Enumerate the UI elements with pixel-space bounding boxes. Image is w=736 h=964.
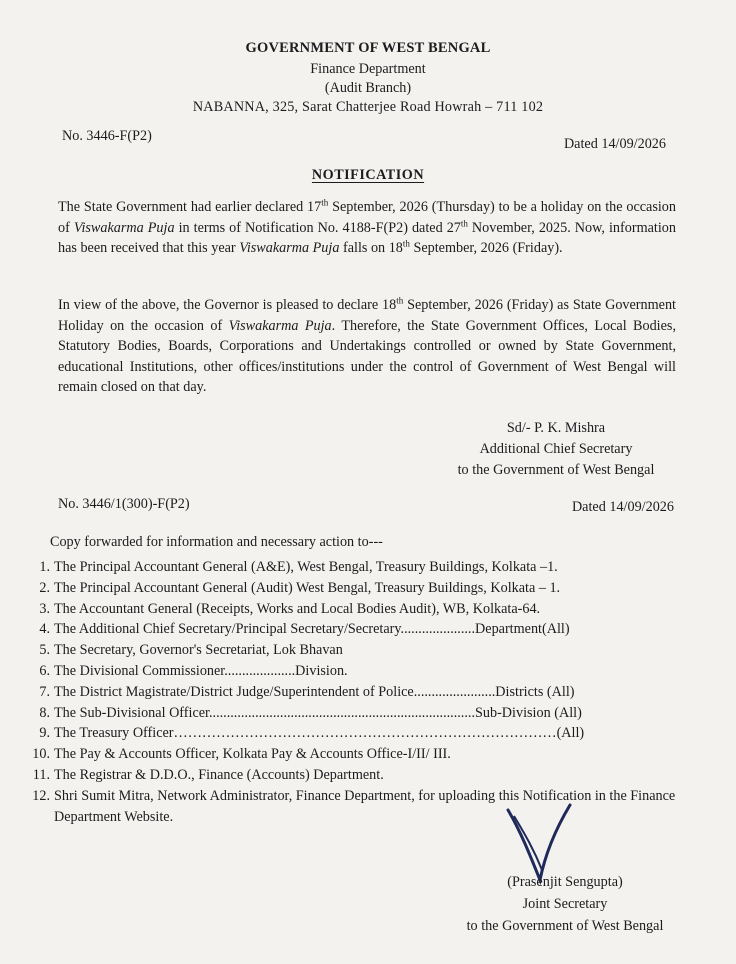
copy-number: No. 3446/1(300)-F(P2) bbox=[58, 496, 190, 512]
list-item: 3. The Accountant General (Receipts, Works and Local Bodies Audit), WB, Kolkata-64. bbox=[39, 600, 541, 617]
list-item: 2. The Principal Accountant General (Audit) West Bengal, Treasury Buildings, Kolkata – 1. bbox=[39, 579, 561, 596]
office-address: NABANNA, 325, Sarat Chatterjee Road Howrah – 711 102 bbox=[192, 99, 544, 115]
list-item: 6. The Divisional Commissioner....................Division. bbox=[39, 662, 348, 679]
list-item: 10. The Pay & Accounts Officer, Kolkata Pay & Accounts Office-I/II/ III. bbox=[32, 746, 451, 763]
distribution-list bbox=[22, 557, 682, 827]
signatory-designation: Additional Chief Secretary bbox=[479, 441, 633, 457]
list-item: 9. The Treasury Officer………………………………………………………………………(All) bbox=[39, 725, 585, 742]
department-name: Finance Department bbox=[310, 61, 426, 77]
signature-block-1 bbox=[436, 418, 676, 481]
list-item: 5. The Secretary, Governor's Secretariat, Lok Bhavan bbox=[39, 642, 343, 659]
copy-intro: Copy forwarded for information and necessary action to--- bbox=[50, 534, 383, 550]
branch-name: (Audit Branch) bbox=[324, 80, 412, 96]
notification-number: No. 3446-F(P2) bbox=[62, 128, 152, 144]
signatory-org: to the Government of West Bengal bbox=[457, 462, 655, 478]
paragraph-1: The State Government had earlier declared 17th September, 2026 (Thursday) to be a holiday on the occasion of Viswakarma Puja in terms of Notification No. 4188-F(P2) dated 27th November, 2025. Now, information has been received that this year Viswakarma Puja falls on 18th September, 2026 (Friday). bbox=[58, 197, 676, 256]
signatory-org: to the Government of West Bengal bbox=[466, 918, 664, 934]
signatory-name: (Prasenjit Sengupta) bbox=[507, 874, 623, 890]
notification-date: Dated 14/09/2026 bbox=[563, 136, 666, 152]
notification-title: NOTIFICATION bbox=[311, 167, 425, 183]
list-item: 11. The Registrar & D.D.O., Finance (Accounts) Department. bbox=[32, 766, 384, 783]
signatory-name: Sd/- P. K. Mishra bbox=[506, 420, 606, 436]
list-item: 8. The Sub-Divisional Officer...........................................................................Sub-Division (All) bbox=[39, 704, 582, 721]
government-heading: GOVERNMENT OF WEST BENGAL bbox=[245, 40, 491, 56]
copy-date: Dated 14/09/2026 bbox=[571, 499, 674, 515]
list-item: 12. Shri Sumit Mitra, Network Administrator, Finance Department, for uploading this Notification in the Finance Department Website. bbox=[32, 787, 676, 825]
paragraph-2: In view of the above, the Governor is pleased to declare 18th September, 2026 (Friday) as State Government Holiday on the occasion of Viswakarma Puja. Therefore, the State Government Offices, Local Bodies, Statutory Bodies, Boards, Corporations and Undertakings controlled or owned by State Government, educational Institutions, other offices/institutions under the control of Government of West Bengal will remain closed on that day. bbox=[58, 295, 676, 395]
signatory-designation: Joint Secretary bbox=[522, 896, 608, 912]
signature-block-2 bbox=[440, 871, 690, 937]
list-item: 7. The District Magistrate/District Judge/Superintendent of Police.......................Districts (All) bbox=[39, 683, 575, 700]
list-item: 1. The Principal Accountant General (A&E), West Bengal, Treasury Buildings, Kolkata –1. bbox=[39, 559, 558, 575]
list-item: 4. The Additional Chief Secretary/Principal Secretary/Secretary.....................Department(All) bbox=[39, 621, 570, 638]
